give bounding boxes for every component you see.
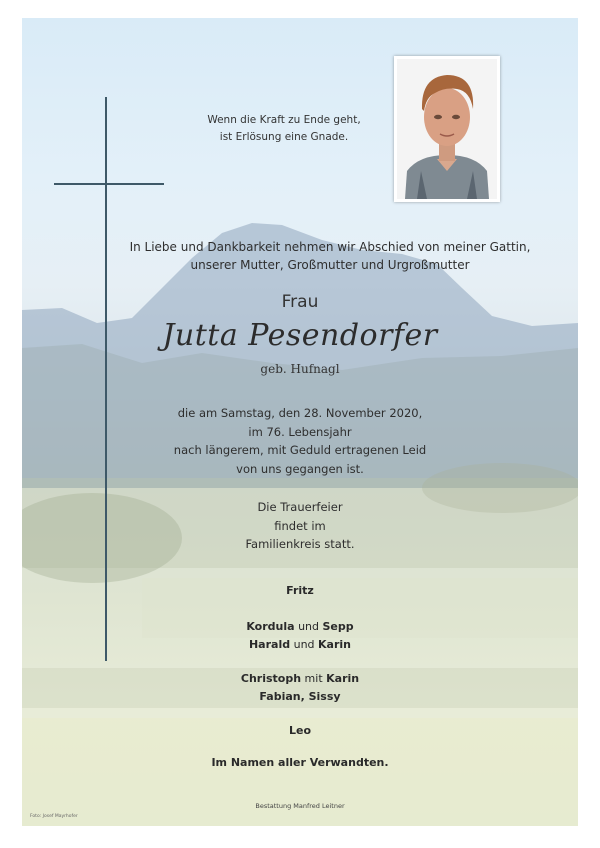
maiden-name: geb. Hufnagl: [260, 362, 340, 376]
death-line: nach längerem, mit Geduld ertragenen Leid: [173, 443, 427, 457]
undertaker-credit: Bestattung Manfred Leitner: [255, 802, 345, 810]
mourner-name: Kordula: [246, 620, 295, 633]
mourner-grandchild-row: [22, 672, 578, 685]
funeral-notice: [22, 498, 578, 554]
quote-line: ist Erlösung eine Gnade.: [219, 131, 349, 143]
funeral-line: Familienkreis statt.: [245, 537, 355, 551]
mourner-name: Sepp: [322, 620, 354, 633]
mourner-name: Fritz: [286, 584, 314, 597]
mourner-great-grandchildren: [22, 690, 578, 703]
portrait-photo: [394, 56, 500, 202]
closing-line: Im Namen aller Verwandten.: [211, 756, 389, 769]
mourner-child-row: [22, 638, 578, 651]
deceased-name: Jutta Pesendorfer: [162, 318, 438, 353]
mourner-last: [22, 724, 578, 737]
mourner-conjunction: und: [293, 638, 315, 651]
cross-vertical-beam: [105, 97, 107, 661]
mourner-name: Leo: [288, 724, 312, 737]
mourner-name: Christoph: [240, 672, 302, 685]
photo-credit: Foto: Josef Mayrhofer: [30, 814, 78, 819]
mourner-name: Karin: [318, 638, 352, 651]
death-line: die am Samstag, den 28. November 2020,: [177, 406, 423, 420]
mourner-name: Harald: [248, 638, 291, 651]
intro-line: unserer Mutter, Großmutter und Urgroßmutter: [190, 258, 470, 272]
funeral-line: Die Trauerfeier: [257, 500, 343, 514]
salutation: Frau: [281, 292, 319, 312]
mourner-conjunction: und: [298, 620, 319, 633]
death-line: von uns gegangen ist.: [236, 461, 364, 476]
death-notice: [22, 404, 578, 478]
intro-line: In Liebe und Dankbarkeit nehmen wir Abschied von meiner Gattin,: [129, 240, 531, 254]
mourner-conjunction: mit: [304, 672, 323, 685]
mourner-name: Fabian, Sissy: [259, 690, 341, 703]
mourner-husband: [22, 584, 578, 597]
parte-card: [22, 18, 578, 826]
funeral-line: findet im: [274, 518, 326, 533]
memorial-quote: [194, 112, 374, 146]
cross-horizontal-beam: [54, 183, 164, 185]
death-line: im 76. Lebensjahr: [248, 424, 352, 439]
mourner-child-row: [22, 620, 578, 633]
quote-line: Wenn die Kraft zu Ende geht,: [207, 114, 361, 126]
farewell-intro: [82, 238, 578, 274]
mourner-name: Karin: [326, 672, 360, 685]
